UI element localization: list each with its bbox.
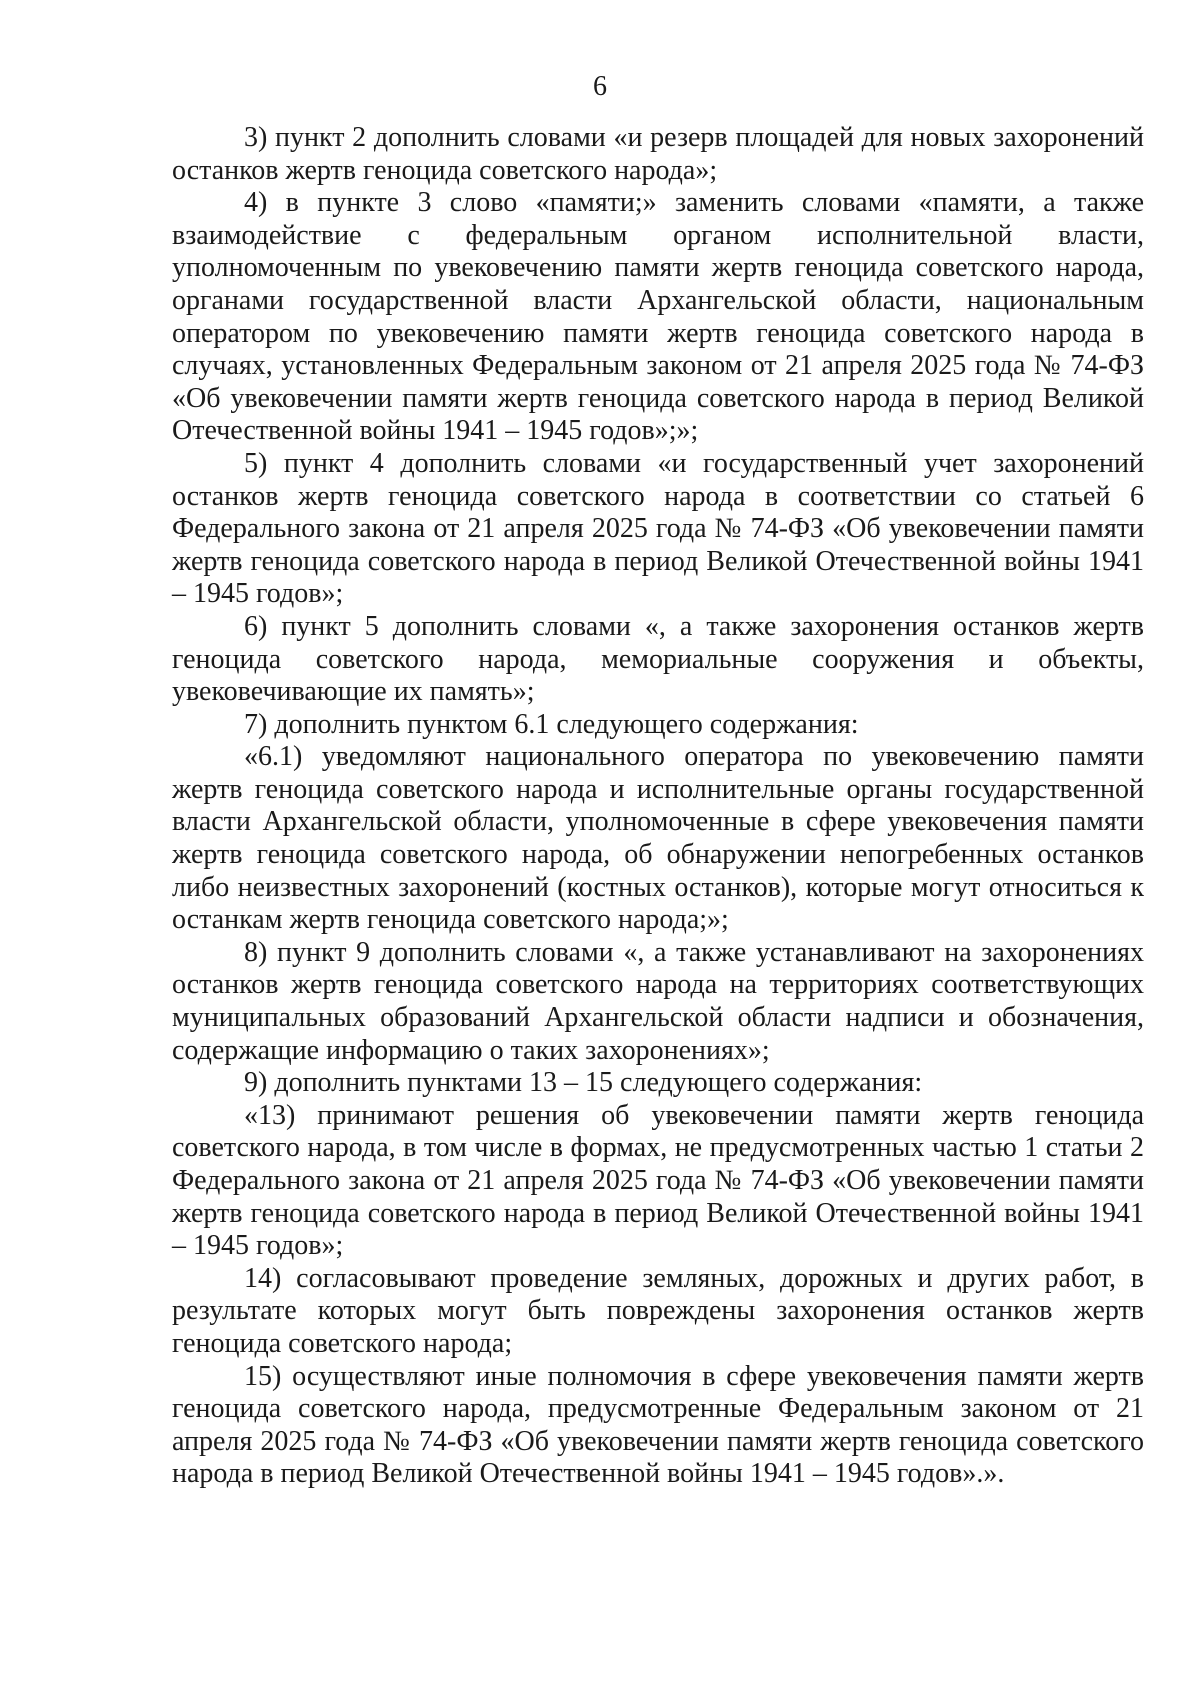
document-body — [172, 122, 1144, 1491]
paragraph-item-6: 6) пункт 5 дополнить словами «, а также захоронения останков жертв геноцида советского народа, мемориальные сооружения и объекты, увековечивающие их память»; — [172, 610, 1144, 708]
paragraph-quote-13: «13) принимают решения об увековечении памяти жертв геноцида советского народа, в том числе в формах, не предусмотренных частью 1 статьи 2 Федерального закона от 21 апреля 2025 года № 74-ФЗ «Об увековечении памяти жертв геноцида советского народа в период Великой Отечественной войны 1941 – 1945 годов»; — [172, 1099, 1144, 1262]
paragraph-item-14: 14) согласовывают проведение земляных, дорожных и других работ, в результате которых могут быть повреждены захоронения останков жертв геноцида советского народа; — [172, 1262, 1144, 1359]
paragraph-item-3: 3) пункт 2 дополнить словами «и резерв площадей для новых захоронений останков жертв геноцида советского народа»; — [172, 122, 1144, 186]
page-number: 6 — [593, 71, 607, 102]
paragraph-quote-6-1: «6.1) уведомляют национального оператора по увековечению памяти жертв геноцида советского народа и исполнительные органы государственной власти Архангельской области, уполномоченные в сфере увековечения памяти жертв геноцида советского народа, об обнаружении непогребенных останков либо неизвестных захоронений (костных останков), которые могут относиться к останкам жертв геноцида советского народа;»; — [172, 741, 1144, 936]
paragraph-item-8: 8) пункт 9 дополнить словами «, а также устанавливают на захоронениях останков жертв геноцида советского народа на территориях соответствующих муниципальных образований Архангельской области надписи и обозначения, содержащие информацию о таких захоронениях»; — [172, 936, 1144, 1066]
paragraph-item-4: 4) в пункте 3 слово «памяти;» заменить словами «памяти, а также взаимодействие с федеральным органом исполнительной власти, уполномоченным по увековечению памяти жертв геноцида советского народа, органами государственной власти Архангельской области, национальным оператором по увековечению памяти жертв геноцида советского народа в случаях, установленных Федеральным законом от 21 апреля 2025 года № 74-ФЗ «Об увековечении памяти жертв геноцида советского народа в период Великой Отечественной войны 1941 – 1945 годов»;»; — [172, 187, 1144, 447]
paragraph-item-5: 5) пункт 4 дополнить словами «и государственный учет захоронений останков жертв геноцида советского народа в соответствии со статьей 6 Федерального закона от 21 апреля 2025 года № 74-ФЗ «Об увековечении памяти жертв геноцида советского народа в период Великой Отечественной войны 1941 – 1945 годов»; — [172, 447, 1144, 610]
paragraph-item-15: 15) осуществляют иные полномочия в сфере увековечения памяти жертв геноцида советского народа, предусмотренные Федеральным законом от 21 апреля 2025 года № 74-ФЗ «Об увековечении памяти жертв геноцида советского народа в период Великой Отечественной войны 1941 – 1945 годов».». — [172, 1360, 1144, 1490]
paragraph-item-9: 9) дополнить пунктами 13 – 15 следующего содержания: — [244, 1067, 923, 1099]
paragraph-item-7: 7) дополнить пунктом 6.1 следующего содержания: — [244, 708, 859, 740]
